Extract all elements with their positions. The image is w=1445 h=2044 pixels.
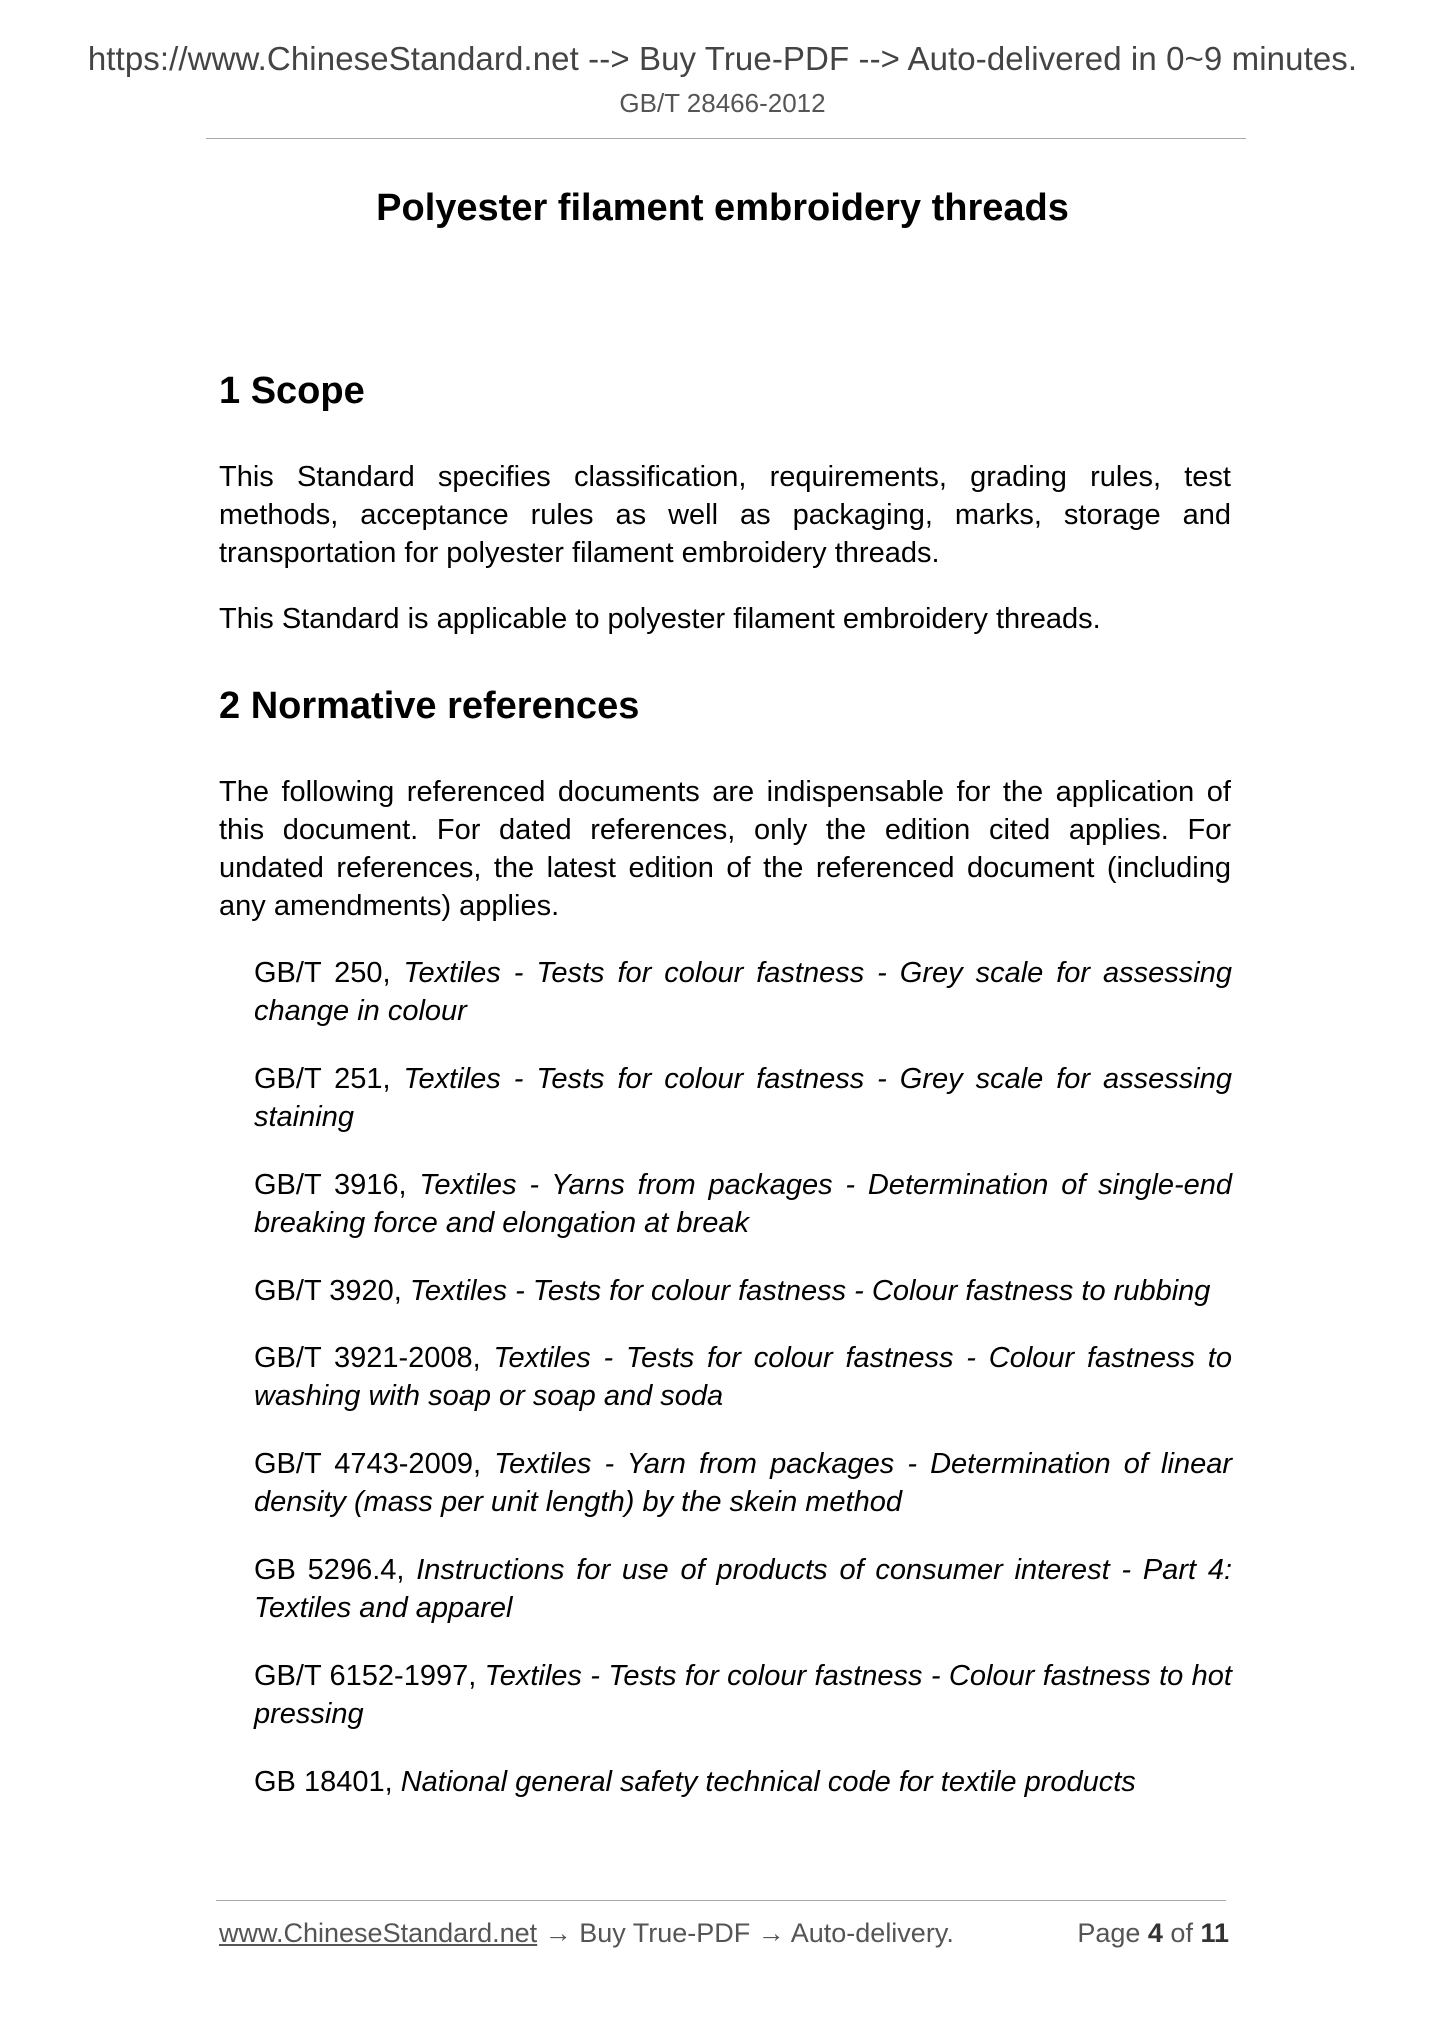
reference-item <box>254 1445 1232 1521</box>
reference-code: GB/T 4743-2009, <box>254 1448 495 1480</box>
reference-item <box>254 1339 1232 1415</box>
footer-divider <box>216 1900 1226 1901</box>
footer-website-link[interactable]: www.ChineseStandard.net <box>219 1918 538 1948</box>
reference-item <box>254 1272 1232 1310</box>
reference-code: GB/T 3916, <box>254 1169 420 1201</box>
reference-item <box>254 1166 1232 1242</box>
header-divider <box>206 138 1246 139</box>
page-current: 4 <box>1147 1918 1163 1948</box>
reference-code: GB/T 3921-2008, <box>254 1342 494 1374</box>
standard-code: GB/T 28466-2012 <box>619 88 826 118</box>
page-total: 11 <box>1200 1918 1229 1948</box>
reference-title: Instructions for use of products of consumer interest - Part 4: Textiles and apparel <box>254 1554 1232 1624</box>
reference-title: Textiles - Tests for colour fastness - Grey scale for assessing staining <box>254 1063 1232 1133</box>
document-title: Polyester filament embroidery threads <box>376 187 1069 229</box>
footer-tagline: → Buy True-PDF → Auto-delivery. <box>537 1918 954 1948</box>
reference-code: GB 18401, <box>254 1766 401 1798</box>
reference-title: Textiles - Tests for colour fastness - Grey scale for assessing change in colour <box>254 957 1232 1027</box>
header-promo-line: https://www.ChineseStandard.net --> Buy True-PDF --> Auto-delivered in 0~9 minutes. <box>87 40 1358 77</box>
page-number <box>1077 1918 1229 1949</box>
scope-paragraph-1: This Standard specifies classification, requirements, grading rules, test methods, acceptance rules as well as packaging, marks, storage and transportation for polyester filament embroidery threads. <box>219 461 1231 569</box>
reference-title: National general safety technical code for textile products <box>400 1766 1136 1798</box>
section-heading-scope: 1 Scope <box>219 370 365 412</box>
reference-title: Textiles - Tests for colour fastness - Colour fastness to hot pressing <box>254 1660 1232 1730</box>
reference-item <box>254 954 1232 1030</box>
reference-title: Textiles - Tests for colour fastness - Colour fastness to washing with soap or soap and soda <box>254 1342 1232 1412</box>
reference-code: GB/T 250, <box>254 957 404 989</box>
reference-item <box>254 1763 1232 1801</box>
section-heading-normative-references: 2 Normative references <box>219 685 640 727</box>
page-of: of <box>1162 1918 1201 1948</box>
scope-paragraph-2: This Standard is applicable to polyester filament embroidery threads. <box>219 603 1101 635</box>
page-footer <box>219 1918 1229 1949</box>
reference-code: GB/T 251, <box>254 1063 404 1095</box>
reference-title: Textiles - Yarns from packages - Determination of single-end breaking force and elongation at break <box>254 1169 1232 1239</box>
reference-item <box>254 1060 1232 1136</box>
page-label: Page <box>1077 1918 1148 1948</box>
normative-references-intro: The following referenced documents are indispensable for the application of this document. For dated references, only the edition cited applies. For undated references, the latest edition of the referenced document (including any amendments) applies. <box>219 776 1231 922</box>
reference-item <box>254 1657 1232 1733</box>
reference-item <box>254 1551 1232 1627</box>
reference-title: Textiles - Tests for colour fastness - Colour fastness to rubbing <box>409 1275 1211 1307</box>
reference-title: Textiles - Yarn from packages - Determination of linear density (mass per unit length) by the skein method <box>254 1448 1232 1518</box>
reference-code: GB 5296.4, <box>254 1554 417 1586</box>
reference-code: GB/T 3920, <box>254 1275 410 1307</box>
reference-code: GB/T 6152-1997, <box>254 1660 485 1692</box>
